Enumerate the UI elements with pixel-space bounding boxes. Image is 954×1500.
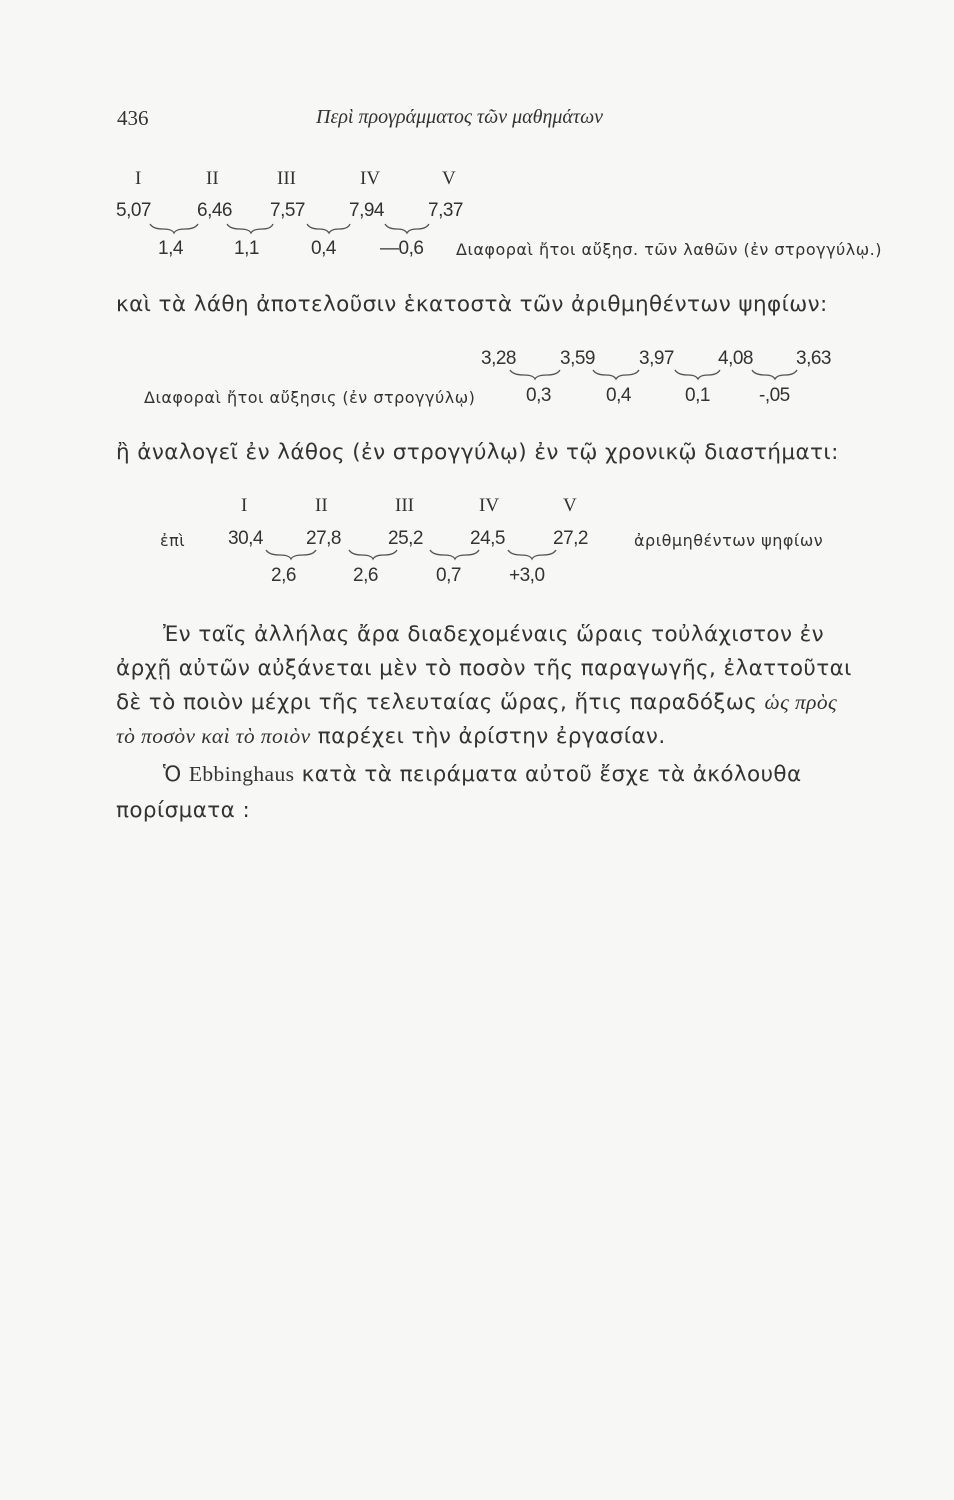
difference-cell: 1,4 [158,238,183,259]
underbrace [150,224,198,233]
underbrace [385,224,429,233]
differences-label: Διαφοραὶ ἤτοι αὔξησ. τῶν λαθῶν (ἐν στρογγύλῳ.) [456,240,882,259]
column-header: III [395,495,414,516]
value-cell: 3,59 [560,348,595,369]
underbrace [227,224,273,233]
column-header: IV [360,168,381,189]
paragraph-line [116,724,666,749]
value-cell: 4,08 [718,348,753,369]
text-run: Ὁ [163,762,189,787]
text-run: παρέχει τὴν ἀρίστην ἐργασίαν. [310,724,666,749]
difference-cell: 0,3 [526,385,551,406]
underbrace [430,550,479,559]
underbrace [510,370,560,379]
italic-text: ὡς πρὸς [764,690,838,714]
column-header: II [206,168,219,189]
value-cell: 24,5 [470,528,505,549]
text-run: κατὰ τὰ πειράματα αὐτοῦ ἔσχε τὰ ἀκόλουθα [294,762,802,787]
value-cell: 3,28 [481,348,516,369]
value-cell: 3,97 [639,348,674,369]
underbrace [349,550,397,559]
value-cell: 3,63 [796,348,831,369]
difference-cell: -,05 [759,385,790,406]
difference-cell: 2,6 [353,565,378,586]
difference-cell: —0,6 [380,238,424,259]
paragraph-line [116,690,837,715]
difference-cell: 1,1 [234,238,259,259]
column-header: V [563,495,577,516]
underbrace [508,550,556,559]
underbrace [675,370,720,379]
row-suffix: ἀριθμηθέντων ψηφίων [634,531,824,550]
underbrace [307,224,350,233]
difference-cell: 0,4 [606,385,631,406]
row-prefix: ἐπὶ [160,531,186,550]
value-cell: 6,46 [197,200,232,221]
column-header: I [241,495,248,516]
difference-cell: 0,1 [685,385,710,406]
column-header: IV [479,495,500,516]
running-title: Περὶ προγράμματος τῶν μαθημάτων [316,106,604,128]
difference-cell: 2,6 [271,565,296,586]
page-number: 436 [117,106,149,130]
value-cell: 5,07 [116,200,151,221]
italic-text: τὸ ποσὸν καὶ τὸ ποιὸν [116,724,311,748]
underbrace [266,550,316,559]
column-header: II [315,495,328,516]
text-run: δὲ τὸ ποιὸν μέχρι τῆς τελευταίας ὥρας, ἥτις παραδόξως [116,690,765,715]
value-cell: 27,2 [553,528,588,549]
value-cell: 7,37 [428,200,463,221]
difference-cell: 0,4 [311,238,336,259]
column-header: I [135,168,142,189]
difference-cell: 0,7 [436,565,461,586]
paragraph-line: ἀρχῇ αὐτῶν αὐξάνεται μὲν τὸ ποσὸν τῆς παραγωγῆς, ἐλαττοῦται [116,656,852,681]
paragraph-line: Ἐν ταῖς ἀλλήλας ἄρα διαδεχομέναις ὥραις τοὐλάχιστον ἐν [163,622,825,647]
difference-cell: +3,0 [509,565,545,586]
value-cell: 7,57 [270,200,305,221]
paragraph-2: ἢ ἀναλογεῖ ἐν λάθος (ἐν στρογγύλῳ) ἐν τῷ χρονικῷ διαστήματι: [116,440,839,465]
differences-label: Διαφοραὶ ἤτοι αὔξησις (ἐν στρογγύλῳ) [144,388,476,407]
value-cell: 7,94 [349,200,384,221]
column-header: V [442,168,456,189]
column-header: III [277,168,296,189]
name-text: Ebbinghaus [188,762,295,786]
underbrace [593,370,639,379]
paragraph-line [163,762,802,787]
paragraph-line: πορίσματα : [116,798,251,823]
paragraph-1: καὶ τὰ λάθη ἀποτελοῦσιν ἑκατοστὰ τῶν ἀριθμηθέντων ψηφίων: [116,292,828,317]
value-cell: 25,2 [388,528,423,549]
underbrace [752,370,797,379]
value-cell: 30,4 [228,528,263,549]
value-cell: 27,8 [306,528,341,549]
